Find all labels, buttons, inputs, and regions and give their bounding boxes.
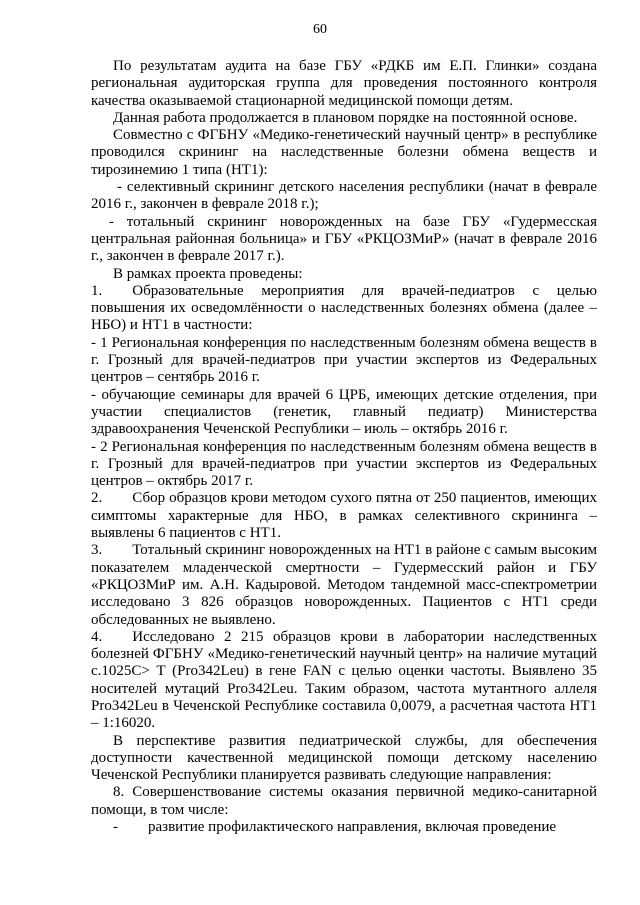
list-item-educational: 1. Образовательные мероприятия для врачей-педиатров с целью повышения их осведомлённости о наследственных болезнях обмена (далее – НБО) и НТ1 в частности: [91, 282, 597, 334]
document-body [91, 58, 597, 836]
paragraph-screening-intro: Совместно с ФГБНУ «Медико-генетический научный центр» в республике проводился скрининг на наследственные болезни обмена веществ и тирозинемию 1 типа (НТ1): [91, 127, 597, 178]
list-subitem-conference-1: - 1 Региональная конференция по наследственным болезням обмена веществ в г. Грозный для врачей-педиатров при участии экспертов из Федеральных центров – сентябрь 2016 г. [91, 334, 597, 386]
paragraph-audit: По результатам аудита на базе ГБУ «РДКБ им Е.П. Глинки» создана региональная аудиторская группа для проведения постоянного контроля качества оказываемой стационарной медицинской помощи детям. [91, 58, 597, 109]
paragraph-prevention: - развитие профилактического направления, включая проведение [113, 819, 557, 836]
list-item-blood-samples: 2. Сбор образцов крови методом сухого пятна от 250 пациентов, имеющих симптомы характерные для НБО, в рамках селективного скрининга – выявлены 6 пациентов с НТ1. [91, 490, 597, 542]
list-subitem-conference-2: - 2 Региональная конференция по наследственным болезням обмена веществ в г. Грозный для врачей-педиатров при участии экспертов из Федеральных центров – октябрь 2017 г. [91, 438, 597, 490]
paragraph-perspective: В перспективе развития педиатрической службы, для обеспечения доступности качественной медицинской помощи детскому населению Чеченской Республики планируется развивать следующие направления: [91, 732, 597, 784]
list-item-total-screening: 3. Тотальный скрининг новорожденных на НТ1 в районе с самым высоким показателем младенческой смертности – Гудермесский район и ГБУ «РКЦОЗМиР им. А.Н. Кадыровой. Методом тандемной масс-спектрометрии исследовано 3 826 образцов новорожденных. Пациентов с НТ1 среди обследованных не выявлено. [91, 542, 597, 628]
page-number: 60 [313, 22, 327, 37]
list-item-mutation-study: 4. Исследовано 2 215 образцов крови в лаборатории наследственных болезней ФГБНУ «Медико-генетический научный центр» на наличие мутаций с.1025С> Т (Pro342Leu) в гене FAN с целью оценки частоты. Выявлено 35 носителей мутаций Pro342Leu. Таким образом, частота мутантного аллеля Pro342Leu в Чеченской Республике составила 0,0079, а расчетная частота НТ1 – 1:16020. [91, 628, 597, 732]
paragraph-project-heading: В рамках проекта проведены: [113, 265, 303, 282]
list-subitem-seminars: - обучающие семинары для врачей 6 ЦРБ, имеющих детские отделения, при участии специалистов (генетик, главный педиатр) Министерства здравоохранения Чеченской Республики – июль – октябрь 2016 г. [91, 386, 597, 438]
paragraph-selective-screening: - селективный скрининг детского населения республики (начат в феврале 2016 г., закончен в феврале 2018 г.); [91, 179, 597, 213]
paragraph-ongoing-work: Данная работа продолжается в плановом порядке на постоянной основе. [113, 109, 578, 126]
paragraph-total-screening: - тотальный скрининг новорожденных на базе ГБУ «Гудермесская центральная районная больница» и ГБУ «РКЦОЗМиР» (начат в феврале 2016 г., закончен в феврале 2017 г.). [91, 213, 597, 265]
paragraph-primary-care: 8. Совершенствование системы оказания первичной медико-санитарной помощи, в том числе: [91, 784, 597, 818]
